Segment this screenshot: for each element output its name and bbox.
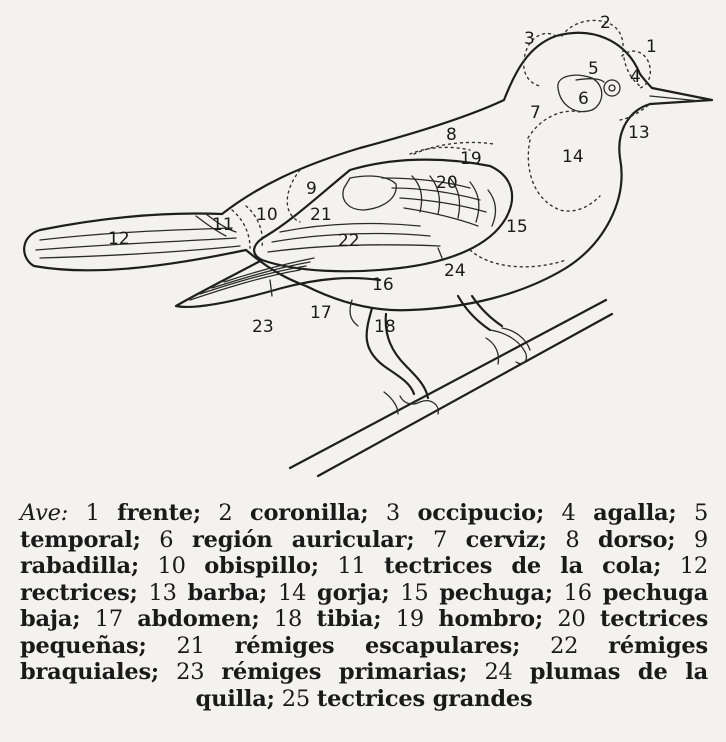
caption-entry-number: 11 — [337, 553, 366, 579]
caption-entry-number: 4 — [561, 500, 576, 526]
caption-entry-number: 7 — [432, 526, 448, 553]
part-number: 9 — [306, 179, 317, 199]
caption-entry-text: tectrices de la cola; — [384, 553, 662, 579]
part-number: 3 — [524, 29, 535, 49]
caption-entry-text: abdomen; — [137, 606, 260, 632]
part-number: 22 — [338, 231, 360, 251]
caption-entry-text: pechuga baja; — [20, 579, 709, 632]
caption-entry-text: dorso; — [598, 526, 676, 553]
part-numbers — [108, 13, 657, 337]
part-number: 19 — [460, 149, 482, 169]
caption-entry-text: rémiges braquiales; — [20, 632, 709, 685]
part-number: 2 — [600, 13, 611, 33]
caption-entry-text: rémiges escapulares; — [234, 632, 521, 659]
caption-entry-number: 14 — [277, 579, 307, 606]
caption-entry-text: pechuga; — [439, 579, 553, 606]
part-number: 5 — [588, 59, 599, 79]
caption-entry-text: tectrices grandes — [316, 685, 533, 712]
branch — [290, 300, 612, 476]
caption-lead: Ave: — [20, 500, 69, 526]
caption-entry-text: rémiges primarias; — [221, 659, 468, 685]
caption-entry-number: 15 — [400, 579, 429, 606]
caption-entry-number: 8 — [565, 526, 580, 553]
part-number: 24 — [444, 261, 466, 281]
part-number: 8 — [446, 125, 457, 145]
caption-entry — [158, 553, 319, 579]
caption-entry-text: región auricular; — [191, 526, 415, 553]
caption-entry-number: 17 — [94, 606, 123, 632]
caption-entry-text: gorja; — [317, 579, 390, 606]
part-number: 11 — [212, 215, 234, 235]
caption-entries — [20, 500, 708, 712]
caption-entry-number: 16 — [563, 579, 592, 606]
caption-entry-number: 2 — [218, 500, 233, 526]
caption-entry-text: cerviz; — [465, 526, 547, 553]
caption-entry-number: 20 — [557, 606, 586, 632]
caption-entry — [396, 606, 543, 632]
part-number: 12 — [108, 229, 130, 249]
caption-entry-number: 23 — [176, 659, 205, 685]
part-number: 13 — [628, 123, 650, 143]
caption-entry — [218, 500, 368, 526]
part-number: 18 — [374, 317, 396, 337]
part-number: 1 — [646, 37, 657, 57]
caption-entry — [86, 500, 201, 526]
caption-entry-text: plumas de la quilla; — [195, 659, 709, 712]
part-number: 23 — [252, 317, 274, 337]
caption-entry-text: temporal; — [20, 526, 141, 553]
caption-entry-text: coronilla; — [249, 500, 369, 526]
figure-caption — [20, 500, 708, 712]
caption-entry — [278, 580, 389, 606]
caption-entry — [176, 633, 520, 659]
caption-entry — [159, 527, 414, 553]
caption-entry — [400, 580, 553, 606]
caption-entry-number: 13 — [148, 579, 177, 606]
caption-entry — [274, 606, 382, 632]
caption-entry-number: 25 — [281, 685, 310, 712]
caption-entry — [282, 686, 533, 712]
caption-entry — [562, 500, 677, 526]
caption-entry-text: hombro; — [438, 606, 544, 632]
caption-entry-number: 21 — [176, 632, 205, 659]
caption-entry — [148, 580, 267, 606]
caption-entry — [337, 553, 661, 579]
caption-entry-text: tibia; — [316, 606, 382, 632]
caption-entry-number: 19 — [395, 606, 424, 632]
part-number: 17 — [310, 303, 332, 323]
part-number: 16 — [372, 275, 394, 295]
part-number: 20 — [436, 173, 458, 193]
caption-entry-number: 12 — [679, 553, 709, 579]
caption-entry — [433, 527, 547, 553]
part-number: 21 — [310, 205, 332, 225]
caption-entry-number: 3 — [385, 500, 401, 526]
caption-entry-number: 22 — [550, 632, 579, 659]
caption-entry-text: rabadilla; — [20, 553, 140, 579]
part-number: 10 — [256, 205, 278, 225]
caption-entry-number: 10 — [157, 553, 186, 579]
caption-entry — [386, 500, 544, 526]
caption-entry-text: obispillo; — [204, 553, 319, 579]
caption-entry — [176, 659, 467, 685]
caption-entry-number: 24 — [484, 659, 513, 685]
caption-entry-number: 9 — [693, 526, 709, 553]
caption-entry-number: 1 — [85, 500, 100, 526]
caption-entry-text: frente; — [117, 500, 201, 526]
caption-entry-text: occipucio; — [417, 500, 545, 526]
part-number: 7 — [530, 103, 541, 123]
part-number: 4 — [630, 67, 641, 87]
caption-entry-number: 6 — [159, 526, 174, 553]
part-number: 15 — [506, 217, 528, 237]
part-number: 14 — [562, 147, 584, 167]
caption-entry-number: 5 — [693, 500, 709, 526]
caption-entry-text: agalla; — [593, 500, 677, 526]
caption-entry — [95, 606, 260, 632]
caption-entry-number: 18 — [273, 606, 303, 632]
caption-entry — [565, 527, 675, 553]
head-details — [558, 75, 620, 111]
caption-entry-text: barba; — [187, 579, 268, 606]
caption-entry-text: rectrices; — [20, 579, 138, 606]
part-number: 6 — [578, 89, 589, 109]
caption-entry-text: tectrices pequeñas; — [20, 606, 709, 659]
